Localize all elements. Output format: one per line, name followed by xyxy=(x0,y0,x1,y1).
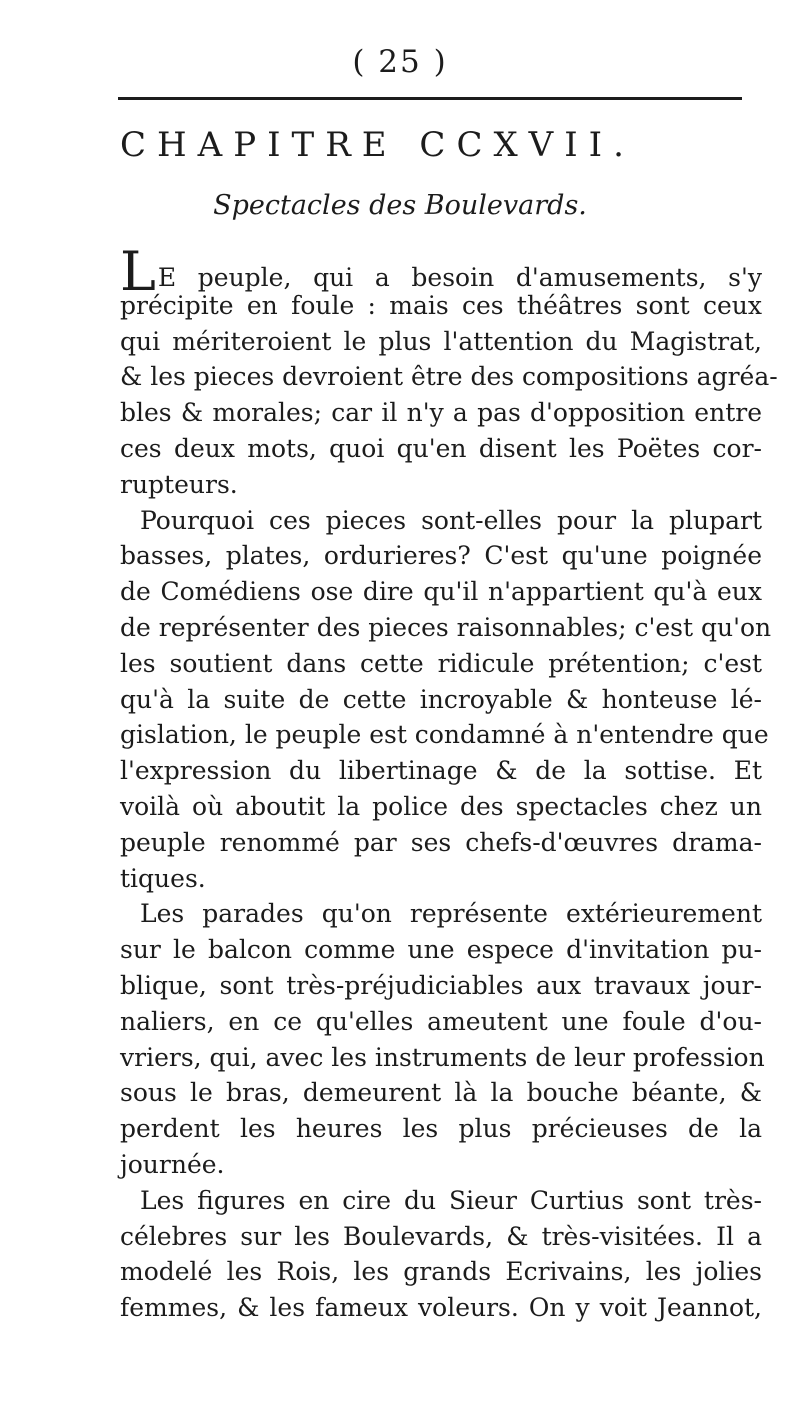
text-line: bles & morales; car il n'y a pas d'opposition entre xyxy=(120,398,762,428)
page-number: ( 25 ) xyxy=(352,44,448,80)
text-line xyxy=(120,240,762,303)
text-line: femmes, & les fameux voleurs. On y voit Jeannot, xyxy=(120,1293,762,1323)
text-line: modelé les Rois, les grands Ecrivains, les jolies xyxy=(120,1257,762,1287)
text-line: rupteurs. xyxy=(120,469,238,499)
header-rule xyxy=(118,97,742,100)
text-line: Les figures en cire du Sieur Curtius sont très- xyxy=(140,1185,762,1215)
text-line: tiques. xyxy=(120,863,206,893)
text-line: & les pieces devroient être des compositions agréa- xyxy=(120,362,778,392)
text-line: ces deux mots, quoi qu'en disent les Poëtes cor- xyxy=(120,433,762,463)
text-line: sous le bras, demeurent là la bouche béante, & xyxy=(120,1078,762,1108)
body-text xyxy=(120,240,778,1326)
text-line: voilà où aboutit la police des spectacles chez un xyxy=(120,791,762,821)
text-line: naliers, en ce qu'elles ameutent une foule d'ou- xyxy=(120,1006,762,1036)
text-line: de Comédiens ose dire qu'il n'appartient qu'à eux xyxy=(120,577,762,607)
text-line: qui mériteroient le plus l'attention du Magistrat, xyxy=(120,326,762,356)
text-line: vriers, qui, avec les instruments de leur profession xyxy=(120,1042,765,1072)
text-line: l'expression du libertinage & de la sottise. Et xyxy=(120,756,762,786)
text-line: de représenter des pieces raisonnables; c'est qu'on xyxy=(120,612,772,642)
text-line: sur le balcon comme une espece d'invitation pu- xyxy=(120,935,762,965)
section-title: Spectacles des Boulevards. xyxy=(213,190,587,221)
text-line: peuple renommé par ses chefs-d'œuvres drama- xyxy=(120,827,762,857)
text-line: précipite en foule : mais ces théâtres sont ceux xyxy=(120,290,762,320)
text-line: Pourquoi ces pieces sont-elles pour la plupart xyxy=(140,505,762,535)
chapter-title: CHAPITRE CCXVII. xyxy=(120,125,635,165)
text-line: perdent les heures les plus précieuses de la xyxy=(120,1114,762,1144)
text-line: Les parades qu'on représente extérieurement xyxy=(140,899,762,929)
text-line: gislation, le peuple est condamné à n'entendre que xyxy=(120,720,769,750)
text-line: célebres sur les Boulevards, & très-visitées. Il a xyxy=(120,1221,762,1251)
text-line: journée. xyxy=(120,1149,225,1179)
drop-cap: L xyxy=(120,240,156,303)
text-line: qu'à la suite de cette incroyable & honteuse lé- xyxy=(120,684,762,714)
text-line: basses, plates, ordurieres? C'est qu'une poignée xyxy=(120,541,762,571)
text-line: blique, sont très-préjudiciables aux travaux jour- xyxy=(120,970,762,1000)
text-line: les soutient dans cette ridicule prétention; c'est xyxy=(120,648,762,678)
text-line-content: E peuple, qui a besoin d'amusements, s'y xyxy=(157,263,762,292)
